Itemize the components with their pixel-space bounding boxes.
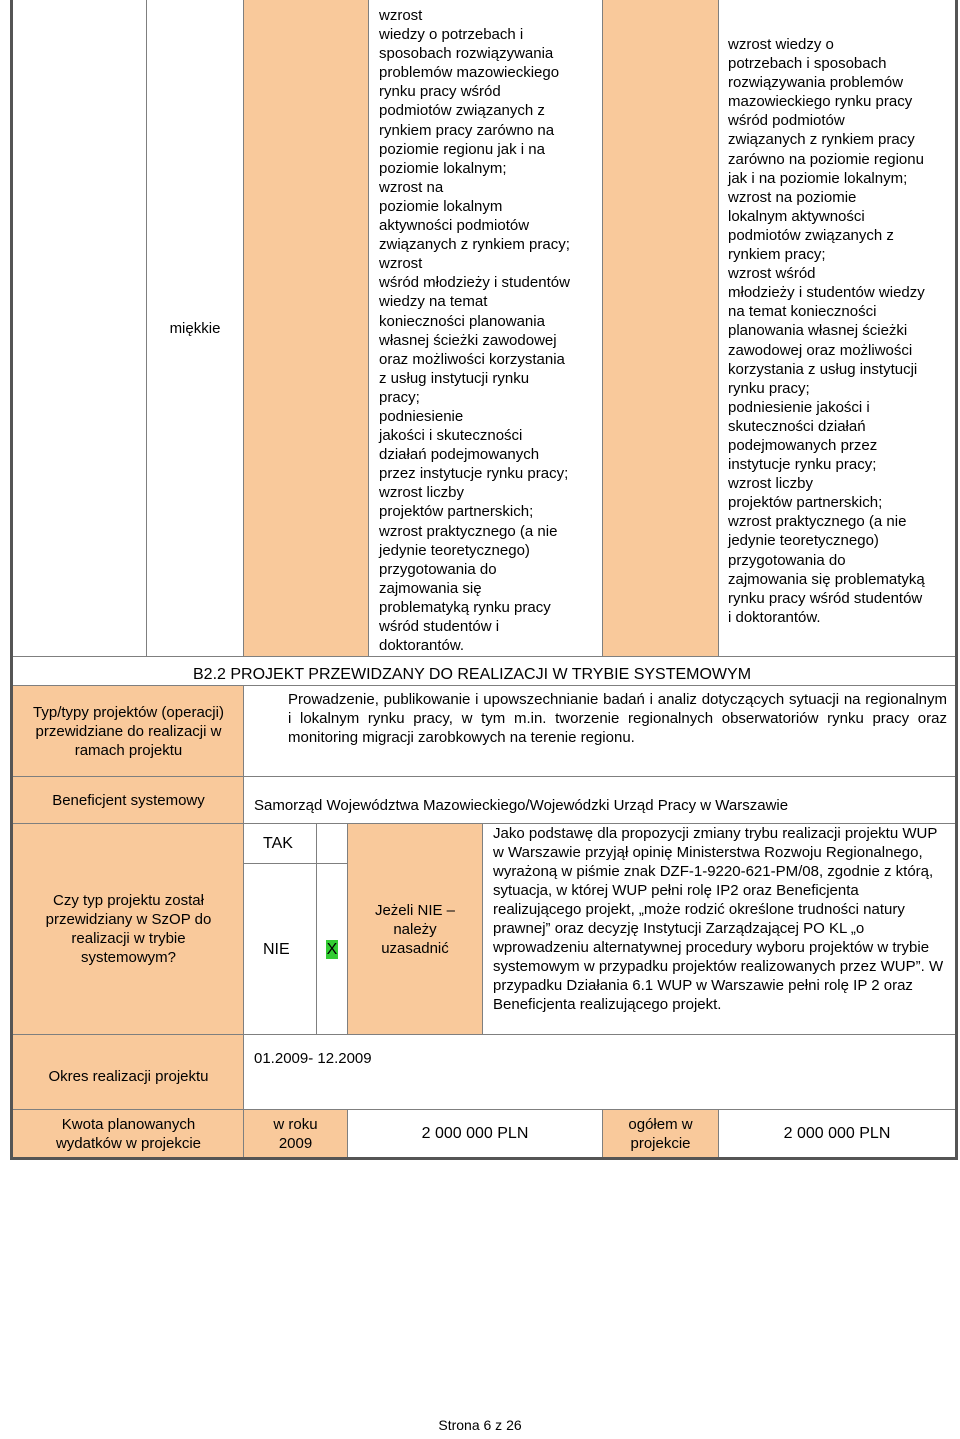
yes-label-cell <box>244 824 317 864</box>
top-col-text-left <box>369 0 603 656</box>
budget-label-cell <box>13 1110 244 1157</box>
section-b22-heading-row <box>13 656 955 686</box>
outcomes-text-left: wzrost wiedzy o potrzebach i sposobach rozwiązywania problemów mazowieckiego rynku pracy wśród podmiotów związanych z rynkiem pracy zarówno na poziomie regionu jak i na poziomie lokalnym; wzrost na poziomie lokalnym aktywności podmiotów związanych z rynkiem pracy; wzrost wśród młodzieży i studentów wiedzy na temat konieczności planowania własnej ścieżki zawodowej oraz możliwości korzystania z usług instytucji rynku pracy; podniesienie jakości i skuteczności działań podejmowanych przez instytucje rynku pracy; wzrost liczby projektów partnerskich; wzrost praktycznego (a nie jedynie teoretycznego) przygotowania do zajmowania się problematyką rynku pracy wśród studentów i doktorantów. <box>379 7 570 655</box>
type-value: Prowadzenie, publikowanie i upowszechnianie badań i analiz dotyczących sytuacji na regionalnym i lokalnym rynku pracy, w tym m.in. tworzenie regionalnych obserwatoriów rynku pracy oraz monitoring migracji zarobkowych na terenie regionu. <box>288 691 947 746</box>
year-amount-cell <box>348 1110 603 1157</box>
top-col-peach-a <box>244 0 369 656</box>
yes-mark-cell <box>317 824 348 864</box>
no-label-cell <box>244 864 317 1034</box>
outcomes-text-right: wzrost wiedzy o potrzebach i sposobach rozwiązywania problemów mazowieckiego rynku pracy wśród podmiotów związanych z rynkiem pracy zarówno na poziomie regionu jak i na poziomie lokalnym; wzrost na poziomie lokalnym aktywności podmiotów związanych z rynkiem pracy; wzrost wśród młodzieży i studentów wiedzy na temat konieczności planowania własnej ścieżki zawodowej oraz możliwości korzystania z usług instytucji rynku pracy; podniesienie jakości i skuteczności działań podejmowanych przez instytucje rynku pracy; wzrost liczby projektów partnerskich; wzrost praktycznego (a nie jedynie teoretycznego) przygotowania do zajmowania się problematyką rynku pracy wśród studentów i doktorantów. <box>728 36 925 626</box>
no-label: NIE <box>263 940 290 958</box>
total-label: ogółem w projekcie <box>628 1115 693 1152</box>
yes-label: TAK <box>263 835 293 852</box>
if-no-label-cell <box>348 824 483 1034</box>
justification-cell <box>483 824 955 1034</box>
section-heading: B2.2 PROJEKT PRZEWIDZANY DO REALIZACJI W TRYBIE SYSTEMOWYM <box>193 666 752 683</box>
period-value: 01.2009- 12.2009 <box>254 1050 372 1067</box>
year-amount: 2 000 000 PLN <box>421 1125 529 1142</box>
total-label-cell <box>603 1110 719 1157</box>
top-col-peach-b <box>603 0 719 656</box>
year-label: w roku 2009 <box>273 1115 318 1152</box>
type-label: Typ/typy projektów (operacji) przewidziane do realizacji w ramach projektu <box>33 703 224 759</box>
row-label-miekkie: miękkie <box>169 319 221 337</box>
question-label: Czy typ projektu został przewidziany w SzOP do realizacji w trybie systemowym? <box>45 892 212 966</box>
type-value-cell <box>244 686 955 776</box>
type-label-cell <box>13 686 244 776</box>
beneficiary-label: Beneficjent systemowy <box>52 791 205 809</box>
question-label-cell <box>13 824 244 1034</box>
top-col-text-right <box>719 0 958 656</box>
period-label-cell <box>13 1035 244 1109</box>
beneficiary-value: Samorząd Województwa Mazowieckiego/Wojewódzki Urząd Pracy w Warszawie <box>254 796 789 814</box>
total-amount: 2 000 000 PLN <box>783 1125 891 1142</box>
top-col-label <box>147 0 244 656</box>
budget-label: Kwota planowanych wydatków w projekcie <box>55 1115 202 1152</box>
no-mark: X <box>326 940 338 958</box>
top-col-1 <box>10 0 147 656</box>
beneficiary-value-cell <box>244 777 955 823</box>
period-value-cell <box>244 1035 955 1109</box>
no-mark-cell <box>317 864 348 1034</box>
beneficiary-label-cell <box>13 777 244 823</box>
if-no-label: Jeżeli NIE – należy uzasadnić <box>374 901 456 957</box>
page-number: Strona 6 z 26 <box>438 1417 522 1433</box>
total-amount-cell <box>719 1110 955 1157</box>
year-label-cell <box>244 1110 348 1157</box>
justification-text: Jako podstawę dla propozycji zmiany trybu realizacji projektu WUP w Warszawie przyjął opinię Ministerstwa Rozwoju Regionalnego, wyrażoną w piśmie znak DZF-1-9220-621-PM/08, zgodnie z którą, sytuacja, w której WUP pełni rolę IP2 oraz Beneficjenta realizującego projekt, „może rodzić określone trudności natury prawnej” oraz decyzję Instytucji Zarządzającej PO KL „o wprowadzeniu alternatywnej procedury wyboru projektów w trybie systemowym w przypadku projektów realizowanych przez WUP”. W przypadku Działania 6.1 WUP w Warszawie pełni rolę IP 2 oraz Beneficjenta realizującego projekt. <box>493 825 944 1013</box>
period-label: Okres realizacji projektu <box>48 1067 209 1085</box>
